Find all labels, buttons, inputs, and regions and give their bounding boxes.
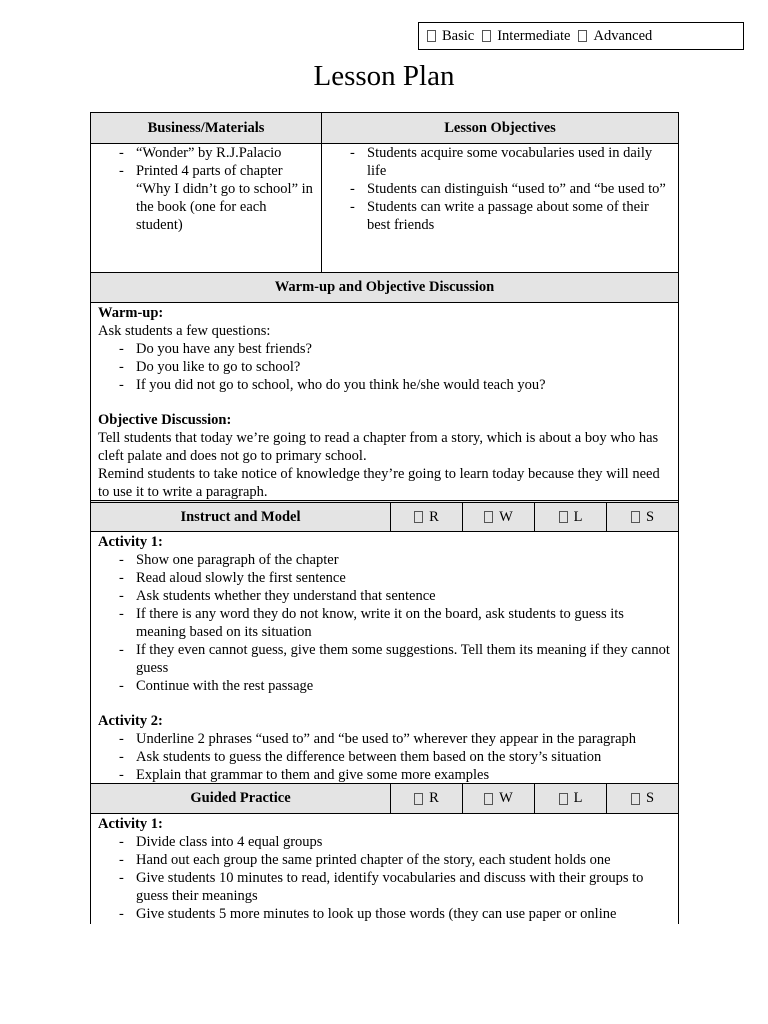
list-item: - Underline 2 phrases “used to” and “be used to” wherever they appear in the paragraph: [113, 730, 671, 748]
checkbox-icon[interactable]: [631, 511, 640, 523]
list-item: - Ask students whether they understand that sentence: [113, 587, 671, 605]
checkbox-icon[interactable]: [559, 511, 568, 523]
skill-w[interactable]: W: [463, 503, 535, 531]
list-item: - Give students 5 more minutes to look up those words (they can use paper or online: [113, 905, 671, 923]
level-intermediate[interactable]: Intermediate: [482, 28, 570, 45]
skill-r[interactable]: R: [391, 784, 463, 813]
guided-header: Guided Practice: [91, 784, 391, 813]
objectives-cell: [322, 144, 678, 272]
skill-s[interactable]: S: [607, 503, 678, 531]
list-item: - If they even cannot guess, give them some suggestions. Tell them its meaning if they cannot guess: [113, 641, 671, 677]
list-item: - Give students 10 minutes to read, identify vocabularies and discuss with their groups to guess their meanings: [113, 869, 671, 905]
objective-label: Objective Discussion:: [98, 412, 232, 428]
checkbox-icon[interactable]: [414, 793, 423, 805]
list-item: - Ask students to guess the difference between them based on the story’s situation: [113, 748, 671, 766]
materials-list: [91, 144, 314, 234]
list-item: - “Wonder” by R.J.Palacio: [113, 144, 314, 162]
checkbox-icon[interactable]: [427, 30, 436, 42]
objectives-header: Lesson Objectives: [322, 113, 678, 144]
instruct-header-row: [91, 500, 678, 532]
list-item: - Students can write a passage about some of their best friends: [344, 198, 671, 234]
list-item: - Hand out each group the same printed chapter of the story, each student holds one: [113, 851, 671, 869]
instruct-cell: [91, 532, 678, 783]
skill-l[interactable]: L: [535, 503, 607, 531]
skill-s[interactable]: S: [607, 784, 678, 813]
list-item: - Continue with the rest passage: [113, 677, 671, 695]
list-item: - Students can distinguish “used to” and “be used to”: [344, 180, 671, 198]
page-title: Lesson Plan: [313, 60, 455, 92]
objectives-list: [322, 144, 671, 234]
list-item: - Divide class into 4 equal groups: [113, 833, 671, 851]
checkbox-icon[interactable]: [578, 30, 587, 42]
objective-text: Remind students to take notice of knowledge they’re going to learn today because they will need to use it to write a paragraph.: [98, 466, 660, 500]
checkbox-icon[interactable]: [484, 511, 493, 523]
list-item: - Read aloud slowly the first sentence: [113, 569, 671, 587]
list-item: - If there is any word they do not know, write it on the board, ask students to guess its meaning based on its situation: [113, 605, 671, 641]
warmup-cell: [91, 303, 678, 500]
skill-r[interactable]: R: [391, 503, 463, 531]
list-item: - Do you like to go to school?: [113, 358, 671, 376]
list-item: - Do you have any best friends?: [113, 340, 671, 358]
guided-cell: [91, 814, 678, 923]
warmup-label: Warm-up:: [98, 305, 164, 321]
activity-label: Activity 1:: [98, 816, 163, 832]
activity-list: [98, 551, 671, 695]
activity-label: Activity 1:: [98, 534, 163, 550]
skill-w[interactable]: W: [463, 784, 535, 813]
checkbox-icon[interactable]: [631, 793, 640, 805]
checkbox-icon[interactable]: [414, 511, 423, 523]
skill-l[interactable]: L: [535, 784, 607, 813]
list-item: - Printed 4 parts of chapter “Why I didn’t go to school” in the book (one for each student): [113, 162, 314, 234]
activity-list: [98, 833, 671, 923]
list-item: - Students acquire some vocabularies used in daily life: [344, 144, 671, 180]
checkbox-icon[interactable]: [482, 30, 491, 42]
checkbox-icon[interactable]: [484, 793, 493, 805]
list-item: - Show one paragraph of the chapter: [113, 551, 671, 569]
list-item: - Explain that grammar to them and give some more examples: [113, 766, 671, 783]
activity-list: [98, 730, 671, 783]
level-basic[interactable]: Basic: [427, 28, 474, 45]
warmup-questions: [98, 340, 671, 394]
lesson-table: [90, 112, 679, 924]
level-advanced[interactable]: Advanced: [578, 28, 652, 45]
materials-header: Business/Materials: [91, 113, 322, 144]
warmup-header: Warm-up and Objective Discussion: [91, 273, 678, 303]
guided-header-row: [91, 783, 678, 814]
checkbox-icon[interactable]: [559, 793, 568, 805]
activity-label: Activity 2:: [98, 713, 163, 729]
objective-text: Tell students that today we’re going to read a chapter from a story, which is about a boy who has cleft palate and does not go to primary school.: [98, 430, 659, 464]
warmup-intro: Ask students a few questions:: [98, 323, 271, 339]
materials-cell: [91, 144, 322, 272]
instruct-header: Instruct and Model: [91, 503, 391, 531]
list-item: - If you did not go to school, who do you think he/she would teach you?: [113, 376, 671, 394]
level-selector: [418, 22, 744, 50]
